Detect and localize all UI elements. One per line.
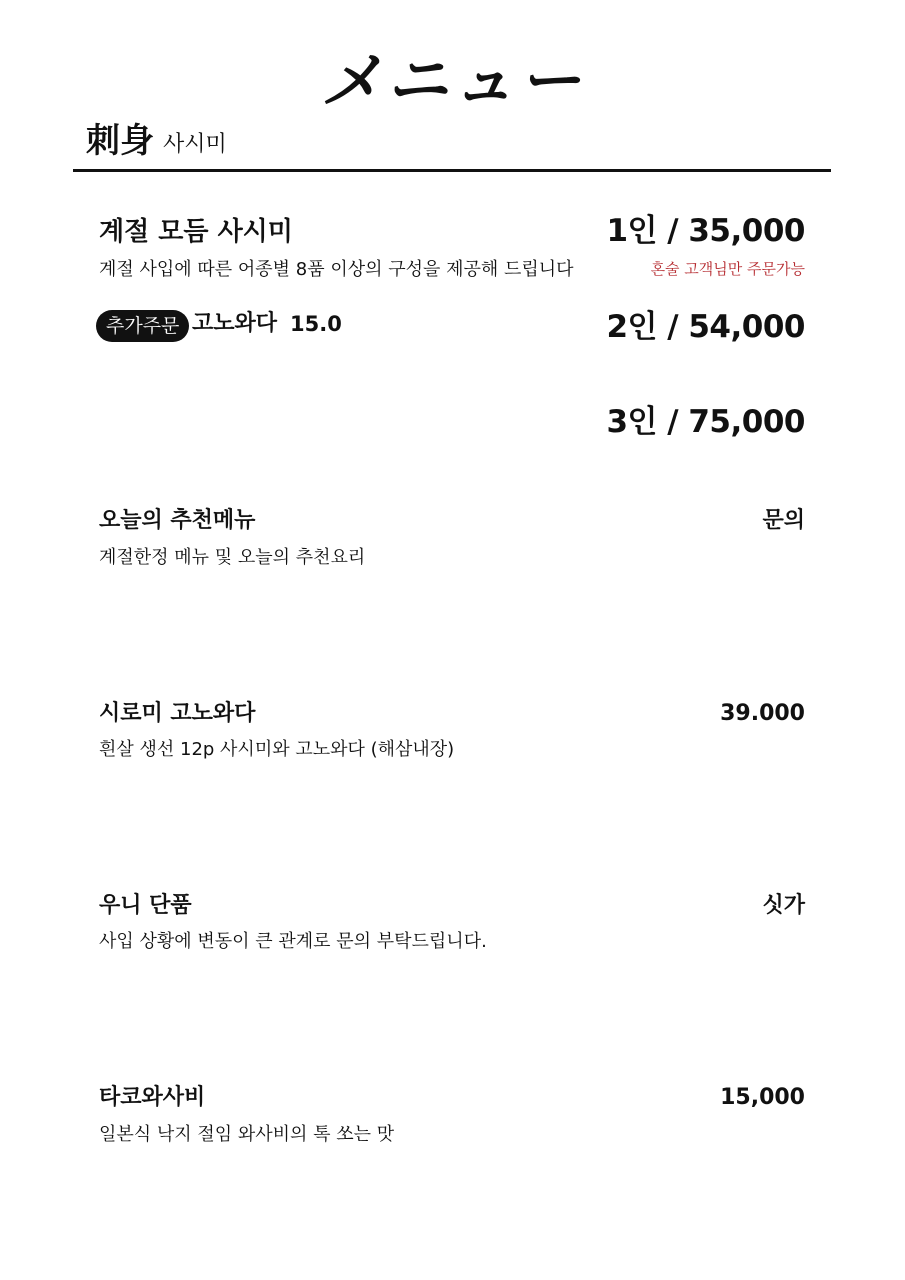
price-2-person: 2인 / 54,000 xyxy=(606,309,805,345)
featured-item-name: 계절 모듬 사시미 xyxy=(99,217,293,247)
addon-price: 15.0 xyxy=(290,312,342,336)
menu-item-name: 오늘의 추천메뉴 xyxy=(99,508,256,533)
section-divider xyxy=(73,169,831,172)
solo-diner-note: 혼술 고객님만 주문가능 xyxy=(650,260,805,278)
addon-name: 고노와다 xyxy=(192,311,278,336)
menu-item-price: 15,000 xyxy=(720,1085,805,1110)
featured-item-description: 계절 사입에 따른 어종별 8품 이상의 구성을 제공해 드립니다 xyxy=(99,259,574,280)
menu-item-name: 우니 단품 xyxy=(99,893,192,918)
menu-item-name: 시로미 고노와다 xyxy=(99,701,256,726)
menu-item-description: 사입 상황에 변동이 큰 관계로 문의 부탁드립니다. xyxy=(99,931,487,952)
menu-item-description: 흰살 생선 12p 사시미와 고노와다 (해삼내장) xyxy=(99,739,455,760)
addon-badge: 추가주문 xyxy=(96,310,189,342)
section-title-korean: 사시미 xyxy=(163,132,227,157)
price-3-person: 3인 / 75,000 xyxy=(606,404,805,440)
menu-item-description: 일본식 낙지 절임 와사비의 톡 쏘는 맛 xyxy=(99,1124,395,1145)
price-1-person: 1인 / 35,000 xyxy=(606,213,805,249)
menu-item-name: 타코와사비 xyxy=(99,1085,206,1110)
menu-title: メニュー xyxy=(320,44,585,117)
section-title-kanji: 刺身 xyxy=(86,121,154,161)
menu-item-price: 문의 xyxy=(762,508,805,533)
menu-item-price: 39.000 xyxy=(720,701,805,726)
menu-item-price: 싯가 xyxy=(762,893,805,918)
menu-item-description: 계절한정 메뉴 및 오늘의 추천요리 xyxy=(99,547,366,568)
